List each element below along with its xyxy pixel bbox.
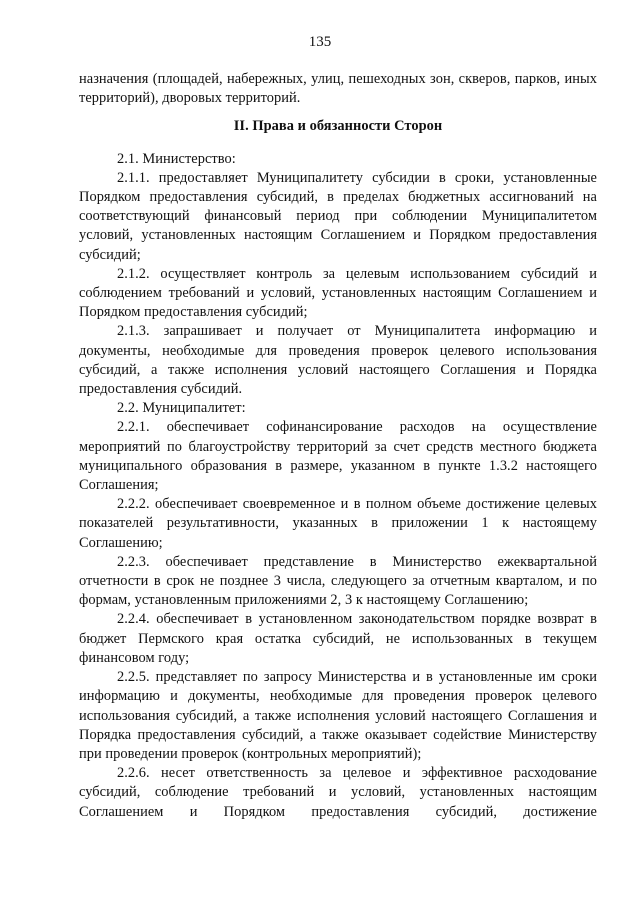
paragraph-2-2: 2.2. Муниципалитет: — [117, 400, 246, 417]
section-heading: II. Права и обязанности Сторон — [233, 118, 443, 135]
paragraph-2-1-3: 2.1.3. запрашивает и получает от Муниципалитета информацию и документы, необходимые для проведения проверок целевого использования субсидий, а также исполнения условий настоящего Соглашения и Порядка предоставления субсидий. — [79, 323, 597, 398]
paragraph-2-1-2: 2.1.2. осуществляет контроль за целевым использованием субсидий и соблюдением требований и условий, установленных настоящим Соглашением и Порядком предоставления субсидий; — [79, 265, 597, 321]
page-number: 135 — [308, 34, 332, 50]
paragraph-2-2-1: 2.2.1. обеспечивает софинансирование расходов на осуществление мероприятий по благоустройству территорий за счет средств местного бюджета муниципального образования в размере, указанном в пункте 1.3.2 настоящего Соглашения; — [79, 419, 597, 494]
paragraph-2-2-2: 2.2.2. обеспечивает своевременное и в полном объеме достижение целевых показателей результативности, указанных в приложении 1 к настоящему Соглашению; — [79, 496, 597, 551]
document-body — [79, 70, 597, 822]
paragraph-2-2-5: 2.2.5. представляет по запросу Министерства и в установленные им сроки информацию и документы, необходимые для проведения проверок целевого использования субсидий, а также исполнения условий настоящего Соглашения и Порядка предоставления субсидий, а также оказывает содействие Министерству при проведении проверок (контрольных мероприятий); — [79, 669, 597, 762]
paragraph-2-1: 2.1. Министерство: — [117, 150, 236, 167]
paragraph-2-1-1: 2.1.1. предоставляет Муниципалитету субсидии в сроки, установленные Порядком предоставления субсидий, в пределах бюджетных ассигнований на соответствующий финансовый период при соблюдении Муниципалитетом условий, установленных настоящим Соглашением и Порядком предоставления субсидий; — [79, 169, 597, 263]
paragraph-2-2-6: 2.2.6. несет ответственность за целевое и эффективное расходование субсидий, соблюдение требований и условий, установленных настоящим Соглашением и Порядком предоставления субсидий, достижение — [79, 765, 597, 820]
paragraph-2-2-4: 2.2.4. обеспечивает в установленном законодательством порядке возврат в бюджет Пермского края остатка субсидий, не использованных в текущем финансовом году; — [79, 611, 597, 666]
paragraph-2-2-3: 2.2.3. обеспечивает представление в Министерство ежеквартальной отчетности в срок не позднее 3 числа, следующего за отчетным кварталом, и по формам, установленным приложениями 2, 3 к настоящему Соглашению; — [79, 553, 597, 609]
intro-paragraph: назначения (площадей, набережных, улиц, пешеходных зон, скверов, парков, иных территорий), дворовых территорий. — [79, 71, 597, 107]
